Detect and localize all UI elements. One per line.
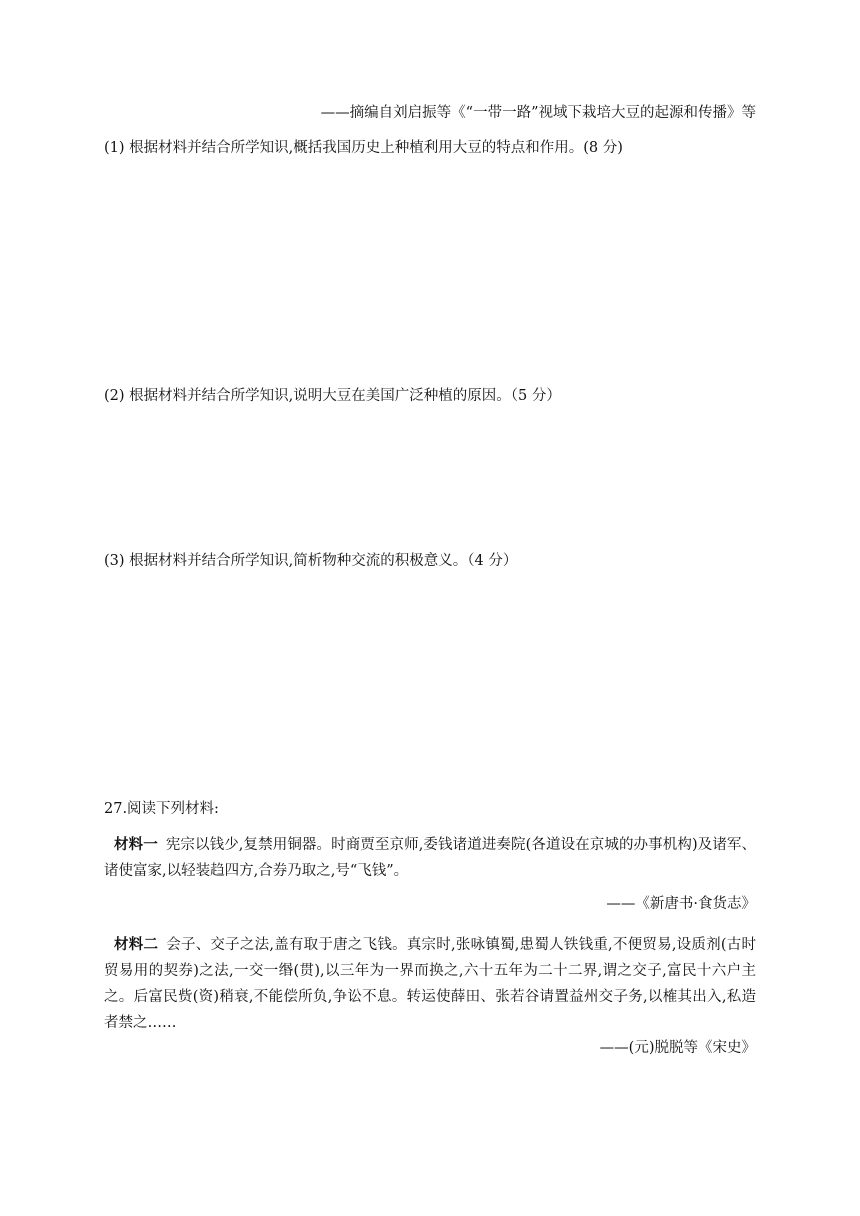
material-2-text: 会子、交子之法,盖有取于唐之飞钱。真宗时,张咏镇蜀,患蜀人铁钱重,不便贸易,设质剂(古时贸易用的契券)之法,一交一缗(贯),以三年为一界而换之,六十五年为二十二界,谓之交子,富民十六户主之。后富民赀(资)稍衰,不能偿所负,争讼不息。转运使薛田、张若谷请置益州交子务,以榷其出入,私造者禁之……: [104, 937, 757, 1031]
question-1: (1) 根据材料并结合所学知识,概括我国历史上种植利用大豆的特点和作用。(8 分): [104, 140, 623, 156]
question-27-header: 27.阅读下列材料:: [104, 801, 219, 817]
material-1-paragraph: [104, 832, 756, 884]
material-1-label: 材料一: [114, 836, 158, 853]
material-1-text: 宪宗以钱少,复禁用铜器。时商贾至京师,委钱诸道进奏院(各道设在京城的办事机构)及诸军、诸使富家,以轻装趋四方,合券乃取之,号“飞钱”。: [104, 837, 757, 879]
material-1-source: ——《新唐书·食货志》: [606, 896, 756, 912]
question-2: (2) 根据材料并结合所学知识,说明大豆在美国广泛种植的原因。（5 分）: [104, 388, 561, 404]
material-2-source: ——(元)脱脱等《宋史》: [599, 1040, 756, 1056]
source-citation-soybean: ——摘编自刘启振等《“一带一路”视域下栽培大豆的起源和传播》等: [320, 105, 756, 121]
material-2-paragraph: [104, 932, 756, 1036]
question-3: (3) 根据材料并结合所学知识,简析物种交流的积极意义。（4 分）: [104, 553, 518, 569]
material-2-label: 材料二: [114, 936, 159, 953]
